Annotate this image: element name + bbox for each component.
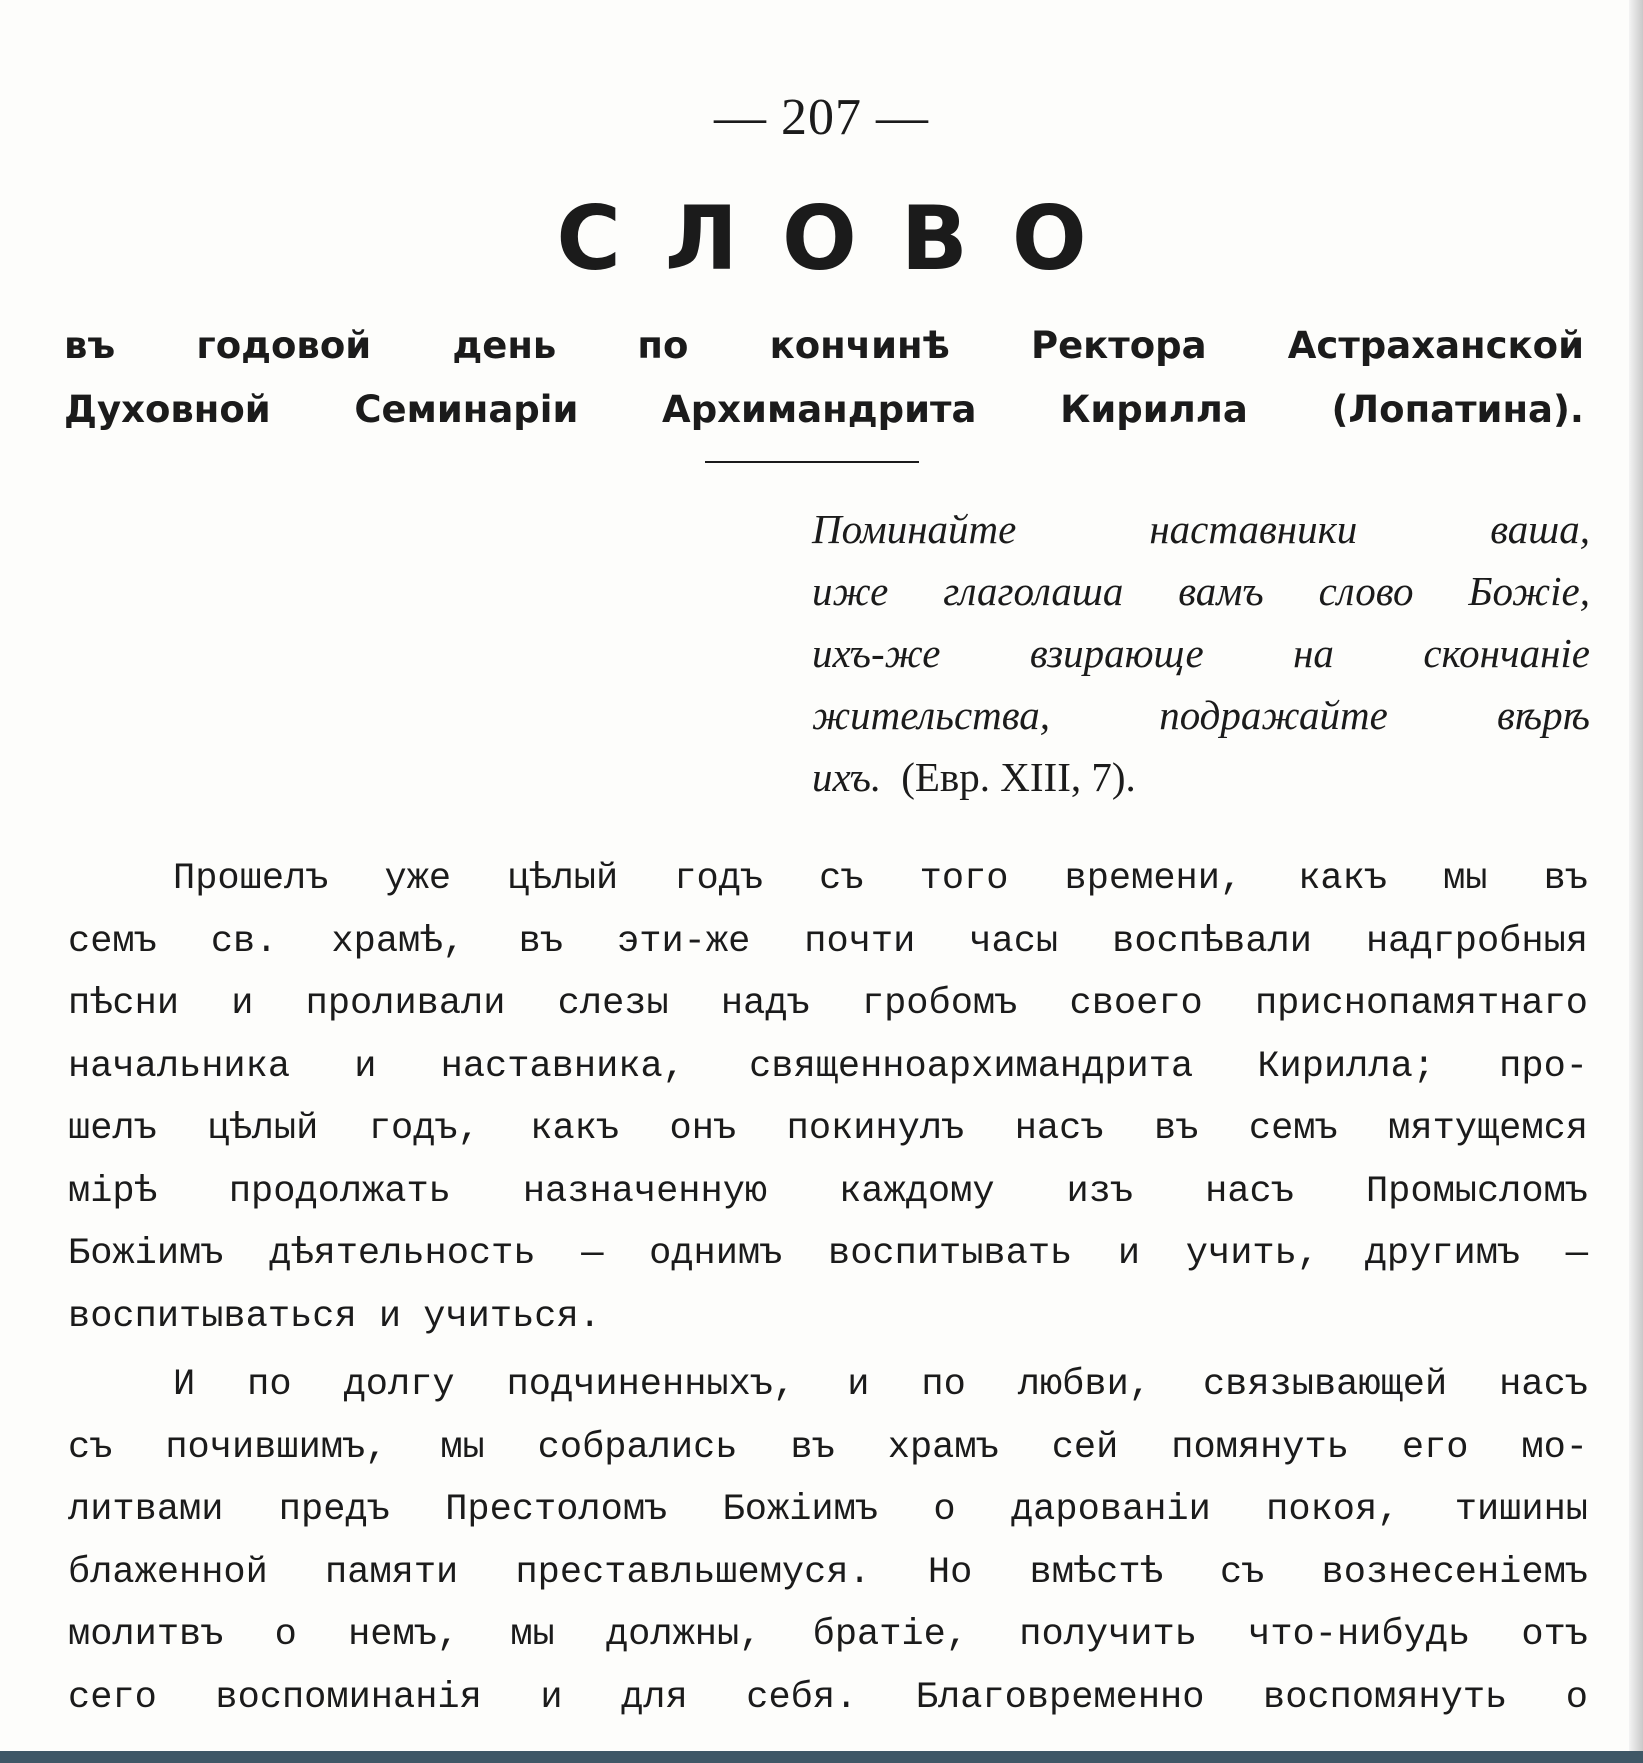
- viewer-bottom-bar: [0, 1751, 1643, 1763]
- text-line: сего воспоминанія и для себя. Благовременно воспомянуть о: [68, 1676, 1588, 1719]
- text-line: Прошелъ уже цѣлый годъ съ того времени, какъ мы въ: [173, 858, 1588, 900]
- epigraph: [812, 498, 1590, 808]
- text-line: мірѣ продолжать назначенную каждому изъ насъ Промысломъ: [68, 1170, 1588, 1213]
- paragraph: [68, 1354, 1588, 1729]
- text-line: начальника и наставника, священноархимандрита Кирилла; про-: [68, 1045, 1588, 1088]
- text-line: пѣсни и проливали слезы надъ гробомъ своего приснопамятнаго: [68, 983, 1588, 1025]
- paragraph: [68, 848, 1588, 1348]
- text-line: И по долгу подчиненныхъ, и по любви, связывающей насъ: [173, 1364, 1588, 1406]
- page-number: — 207 —: [714, 89, 929, 146]
- epigraph-line: Поминайте наставники ваша,: [812, 506, 1590, 552]
- epigraph-last-words: ихъ.: [812, 754, 882, 800]
- epigraph-reference: (Евр. XIII, 7).: [901, 754, 1136, 800]
- epigraph-line: иже глаголаша вамъ слово Божіе,: [812, 568, 1590, 614]
- subtitle-line: Духовной Семинаріи Архимандрита Кирилла (Лопатина).: [64, 388, 1584, 431]
- sermon-title: СЛОВО: [556, 187, 1131, 290]
- title-divider: [705, 461, 919, 463]
- subtitle-line: въ годовой день по кончинѣ Ректора Астраханской: [64, 324, 1584, 367]
- text-line: Божіимъ дѣятельность — однимъ воспитывать и учить, другимъ —: [68, 1233, 1588, 1275]
- epigraph-line: [812, 746, 1590, 808]
- text-line: блаженной памяти преставльшемуся. Но вмѣстѣ съ вознесеніемъ: [68, 1551, 1588, 1594]
- text-line: воспитываться и учиться.: [68, 1295, 601, 1338]
- body-text: [68, 848, 1588, 1735]
- page-edge-shadow: [1629, 0, 1643, 1763]
- text-line: шелъ цѣлый годъ, какъ онъ покинулъ насъ въ семъ мятущемся: [68, 1108, 1588, 1150]
- epigraph-line: жительства, подражайте вѣрѣ: [812, 692, 1590, 738]
- text-line: съ почившимъ, мы собрались въ храмъ сей помянуть его мо-: [68, 1426, 1588, 1469]
- sermon-subtitle: [64, 314, 1584, 442]
- epigraph-line: ихъ-же взирающе на скончаніе: [812, 630, 1590, 676]
- text-line: молитвъ о немъ, мы должны, братіе, получить что-нибудь отъ: [68, 1614, 1588, 1656]
- text-line: семъ св. храмѣ, въ эти-же почти часы воспѣвали надгробныя: [68, 920, 1588, 963]
- text-line: литвами предъ Престоломъ Божіимъ о дарованіи покоя, тишины: [68, 1489, 1588, 1531]
